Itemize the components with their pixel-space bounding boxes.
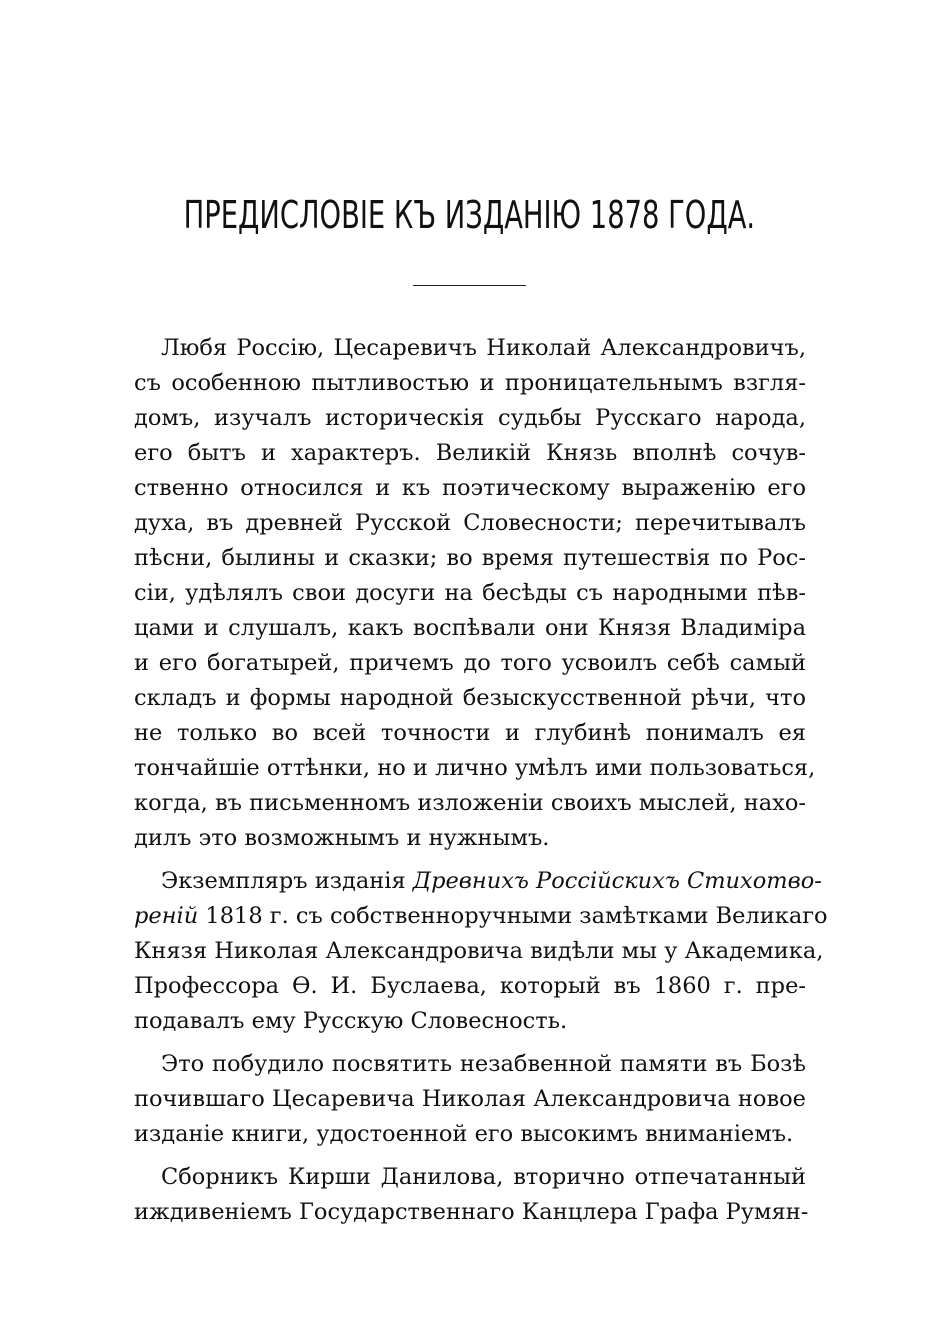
text-run: Экземпляръ изданія — [161, 868, 413, 894]
page-title: ПРЕДИСЛОВІЕ КЪ ИЗДАНІЮ 1878 ГОДА. — [183, 193, 756, 237]
text-line: когда, въ письменномъ изложеніи своихъ мыслей, нахо- — [134, 790, 806, 816]
text-line: пѣсни, былины и сказки; во время путешествія по Рос- — [134, 545, 806, 571]
text-line — [134, 864, 822, 899]
text-line — [134, 899, 828, 934]
text-line: иждивеніемъ Государственнаго Канцлера Графа Румян- — [134, 1199, 809, 1225]
paragraph-1 — [134, 331, 816, 856]
text-run: 1818 г. съ собственноручными замѣтками Великаго — [198, 903, 828, 929]
text-line: цами и слушалъ, какъ воспѣвали они Князя Владиміра — [134, 615, 806, 641]
text-line: Профессора Ѳ. И. Буслаева, который въ 1860 г. пре- — [134, 973, 806, 999]
book-title-italic: реній — [134, 903, 199, 929]
text-line: съ особенною пытливостью и проницательнымъ взгля- — [134, 370, 806, 396]
paragraph-2 — [134, 864, 828, 1039]
paragraph-4 — [134, 1160, 809, 1230]
text-line: духа, въ древней Русской Словесности; перечитывалъ — [134, 510, 806, 536]
text-line: Сборникъ Кирши Данилова, вторично отпечатанный — [161, 1164, 806, 1190]
book-title-italic: Древнихъ Россійскихъ Стихотво- — [412, 868, 822, 894]
text-line: сіи, удѣлялъ свои досуги на бесѣды съ народными пѣв- — [134, 580, 806, 606]
text-line: не только во всей точности и глубинѣ понималъ ея — [134, 720, 806, 746]
text-line: складъ и формы народной безыскусственной рѣчи, что — [134, 685, 806, 711]
text-line: Князя Николая Александровича видѣли мы у Академика, — [134, 938, 824, 964]
text-line: изданіе книги, удостоенной его высокимъ вниманіемъ. — [134, 1121, 794, 1147]
title-divider — [413, 285, 526, 286]
text-line: подавалъ ему Русскую Словесность. — [134, 1008, 568, 1034]
text-line: почившаго Цесаревича Николая Александровича новое — [134, 1086, 806, 1112]
text-line: ственно относился и къ поэтическому выраженію его — [134, 475, 806, 501]
text-line: домъ, изучалъ историческія судьбы Русскаго народа, — [134, 405, 806, 431]
text-line: дилъ это возможнымъ и нужнымъ. — [134, 825, 550, 851]
text-line: Это побудило посвятить незабвенной памяти въ Бозѣ — [161, 1051, 806, 1077]
text-line: тончайшіе оттѣнки, но и лично умѣлъ ими пользоваться, — [134, 755, 816, 781]
text-line: его бытъ и характеръ. Великій Князь вполнѣ сочув- — [134, 440, 806, 466]
text-line: Любя Россію, Цесаревичъ Николай Александровичъ, — [161, 335, 806, 361]
paragraph-3 — [134, 1047, 806, 1152]
text-line: и его богатырей, причемъ до того усвоилъ себѣ самый — [134, 650, 806, 676]
body-text — [134, 331, 828, 1230]
